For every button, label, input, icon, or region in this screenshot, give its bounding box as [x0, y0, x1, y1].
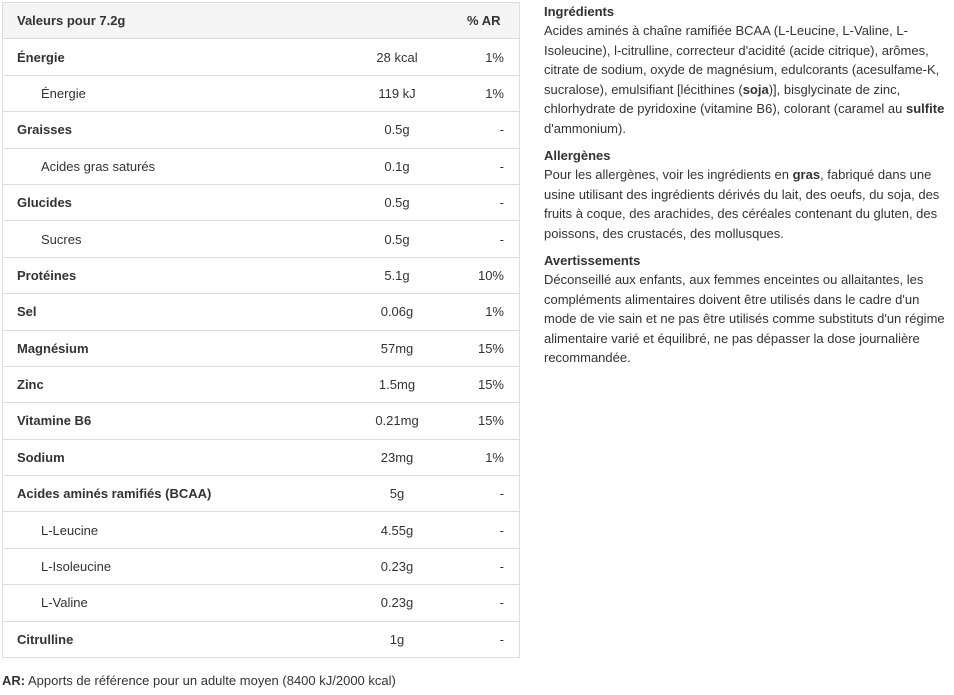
nutrient-amount: 4.55g	[327, 512, 467, 548]
nutrient-name: Sodium	[3, 439, 328, 475]
ingredients-text-part: )], bisglycinate de zinc, chlorhydrate de pyridoxine (vitamine B6), colorant (caramel au	[544, 81, 907, 116]
allergen-highlight: sulfite	[906, 101, 945, 116]
table-row	[3, 112, 520, 148]
warnings-text: Déconseillé aux enfants, aux femmes enceintes ou allaitantes, les compléments alimentaires doivent être utilisés dans le cadre d'un mode de vie sain et ne pas être utilisés comme substituts d'un régime alimentaire varié et équilibré, ne pas dépasser la dose journalière recommandée.	[544, 272, 945, 365]
reference-intake-footnote	[2, 673, 396, 688]
allergens-text	[544, 165, 948, 243]
nutrient-name: Zinc	[3, 366, 328, 402]
nutrient-ar: -	[467, 221, 520, 257]
nutrient-ar: -	[467, 585, 520, 621]
nutrition-table	[2, 2, 520, 658]
table-row	[3, 75, 520, 111]
nutrient-name: Citrulline	[3, 621, 328, 657]
table-row	[3, 366, 520, 402]
nutrient-ar: 15%	[467, 403, 520, 439]
nutrient-ar: -	[467, 184, 520, 220]
nutrient-ar: -	[467, 112, 520, 148]
nutrient-name: Graisses	[3, 112, 328, 148]
nutrient-amount: 5g	[327, 476, 467, 512]
nutrient-ar: -	[467, 548, 520, 584]
nutrient-ar: 1%	[467, 75, 520, 111]
nutrient-amount: 0.21mg	[327, 403, 467, 439]
nutrient-ar: -	[467, 476, 520, 512]
header-serving-size: Valeurs pour 7.2g	[3, 3, 328, 39]
nutrient-name: Sucres	[3, 221, 328, 257]
nutrient-amount: 1.5mg	[327, 366, 467, 402]
nutrient-amount: 0.1g	[327, 148, 467, 184]
table-body	[3, 39, 520, 658]
allergens-text-part: Pour les allergènes, voir les ingrédients en	[544, 167, 793, 182]
table-row	[3, 184, 520, 220]
header-amount	[327, 3, 467, 39]
nutrient-amount: 28 kcal	[327, 39, 467, 75]
table-row	[3, 148, 520, 184]
nutrient-amount: 119 kJ	[327, 75, 467, 111]
nutrient-amount: 5.1g	[327, 257, 467, 293]
footnote-text: Apports de référence pour un adulte moyen (8400 kJ/2000 kcal)	[25, 673, 396, 688]
nutrient-ar: 10%	[467, 257, 520, 293]
nutrient-name: Énergie	[3, 75, 328, 111]
nutrient-ar: 1%	[467, 39, 520, 75]
nutrient-amount: 0.23g	[327, 548, 467, 584]
allergen-highlight: soja	[742, 81, 769, 97]
nutrient-ar: -	[467, 512, 520, 548]
nutrient-ar: 1%	[467, 294, 520, 330]
nutrient-name: Protéines	[3, 257, 328, 293]
header-reference-intake: % AR	[467, 3, 520, 39]
warnings-title: Avertissements	[544, 253, 641, 268]
footnote-abbr: AR:	[2, 673, 26, 688]
nutrient-ar: 15%	[467, 366, 520, 402]
table-row	[3, 512, 520, 548]
nutrient-ar: 1%	[467, 439, 520, 475]
nutrient-name: Glucides	[3, 184, 328, 220]
nutrient-amount: 0.5g	[327, 221, 467, 257]
bold-keyword: gras	[792, 167, 821, 182]
table-row	[3, 621, 520, 657]
nutrient-name: L-Valine	[3, 585, 328, 621]
nutrient-amount: 0.23g	[327, 585, 467, 621]
table-row	[3, 548, 520, 584]
nutrient-name: L-Isoleucine	[3, 548, 328, 584]
nutrient-name: Vitamine B6	[3, 403, 328, 439]
allergens-title: Allergènes	[544, 148, 611, 163]
nutrient-amount: 1g	[327, 621, 467, 657]
nutrient-name: Sel	[3, 294, 328, 330]
ingredients-text-part: d'ammonium).	[544, 120, 626, 136]
nutrient-ar: -	[467, 148, 520, 184]
table-row	[3, 330, 520, 366]
ingredients-text-part: Acides aminés à chaîne ramifiée BCAA (L-Leucine, L-Valine, L-Isoleucine), l-citrulline, correcteur d'acidité (acide citrique), arômes, citrate de sodium, oxyde de magnésium, edulcorants (acesulfame-K, sucralose), emulsifiant [lécithines (	[544, 23, 940, 97]
table-row	[3, 294, 520, 330]
table-row	[3, 221, 520, 257]
nutrient-amount: 0.5g	[327, 112, 467, 148]
ingredients-text	[544, 21, 948, 138]
nutrient-amount: 57mg	[327, 330, 467, 366]
nutrient-name: L-Leucine	[3, 512, 328, 548]
table-row	[3, 403, 520, 439]
table-header-row	[3, 3, 520, 39]
nutrient-ar: -	[467, 621, 520, 657]
nutrient-amount: 23mg	[327, 439, 467, 475]
nutrient-name: Acides gras saturés	[3, 148, 328, 184]
table-row	[3, 585, 520, 621]
nutrient-amount: 0.5g	[327, 184, 467, 220]
nutrient-amount: 0.06g	[327, 294, 467, 330]
allergens-text-part: , fabriqué dans une usine utilisant des ingrédients dérivés du lait, des oeufs, du soja, des fruits à coque, des arachides, des céréales contenant du gluten, des poissons, des crustacés, des mollusques.	[544, 167, 940, 241]
table-row	[3, 476, 520, 512]
nutrient-name: Acides aminés ramifiés (BCAA)	[3, 476, 328, 512]
nutrient-name: Magnésium	[3, 330, 328, 366]
ingredients-title: Ingrédients	[544, 4, 615, 19]
table-row	[3, 257, 520, 293]
product-info-panel	[544, 2, 948, 376]
nutrient-ar: 15%	[467, 330, 520, 366]
table-row	[3, 39, 520, 75]
nutrient-name: Énergie	[3, 39, 328, 75]
table-row	[3, 439, 520, 475]
